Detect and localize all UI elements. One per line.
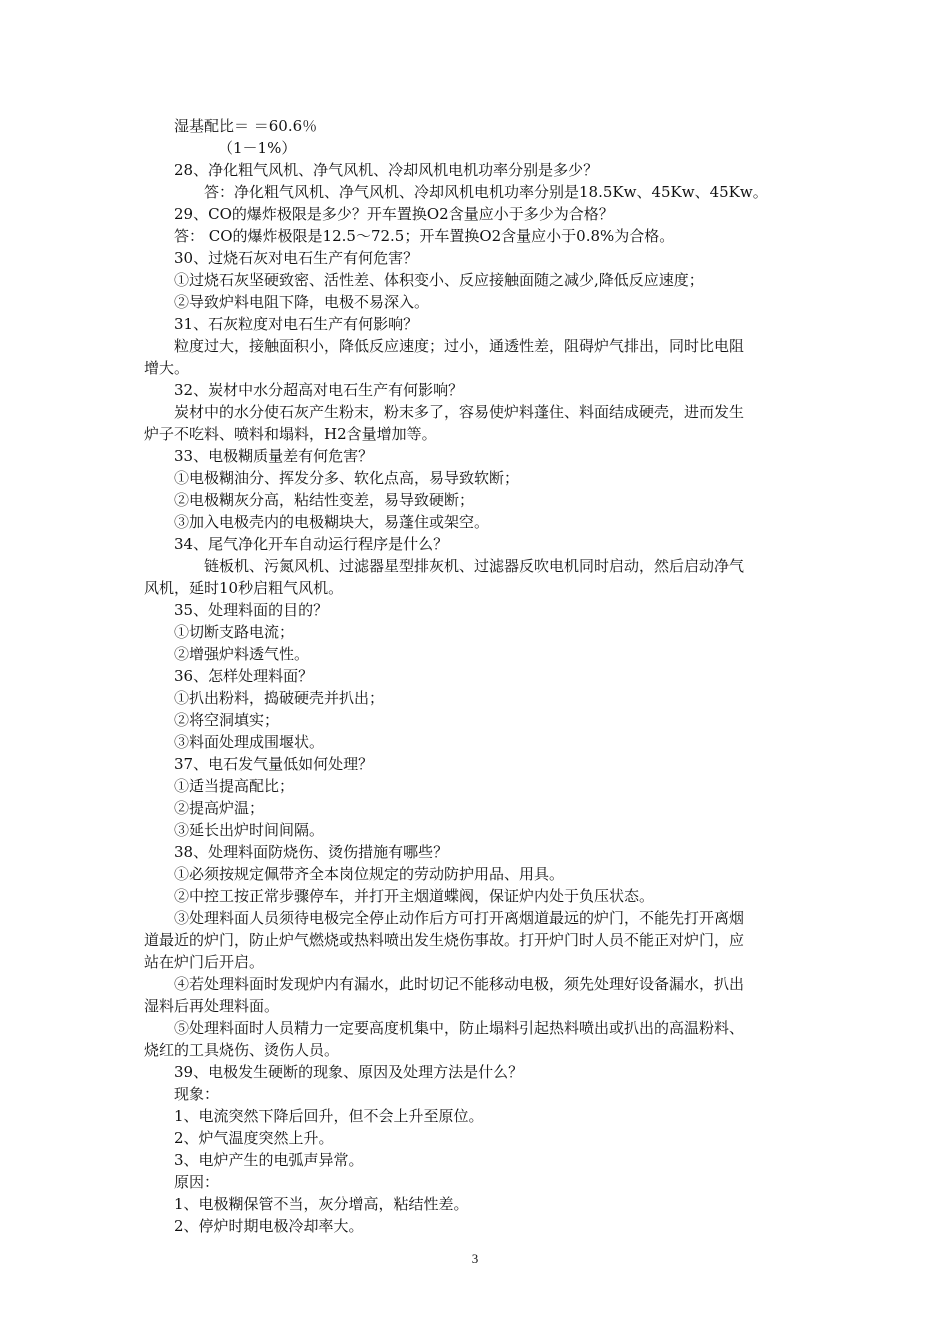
text-line: 3、电炉产生的电弧声异常。	[174, 1151, 364, 1169]
text-line: 风机，延时10秒启粗气风机。	[144, 579, 344, 597]
text-line: ②提高炉温；	[174, 799, 265, 817]
text-line: ①过烧石灰坚硬致密、活性差、体积变小、反应接触面随之减少,降低反应速度；	[174, 271, 704, 289]
text-line: 链板机、污氮风机、过滤器星型排灰机、过滤器反吹电机同时启动，然后启动净气	[204, 557, 745, 575]
text-line: 湿料后再处理料面。	[144, 997, 280, 1015]
text-line: 29、CO的爆炸极限是多少？开车置换O2含量应小于多少为合格？	[174, 205, 614, 223]
text-line: 增大。	[144, 359, 190, 377]
text-line: ②增强炉料透气性。	[174, 645, 310, 663]
text-line: 32、炭材中水分超高对电石生产有何影响？	[174, 381, 464, 399]
text-line: ①必须按规定佩带齐全本岗位规定的劳动防护用品、用具。	[174, 865, 565, 883]
text-line: 炭材中的水分使石灰产生粉末，粉末多了，容易使炉料蓬住、料面结成硬壳，进而发生	[174, 403, 745, 421]
text-line: ②中控工按正常步骤停车，并打开主烟道蝶阀，保证炉内处于负压状态。	[174, 887, 655, 905]
text-line: 1、电极糊保管不当，灰分增高，粘结性差。	[174, 1195, 469, 1213]
text-line: 原因：	[174, 1173, 220, 1191]
text-line: 2、炉气温度突然上升。	[174, 1129, 334, 1147]
text-line: 1、电流突然下降后回升，但不会上升至原位。	[174, 1107, 484, 1125]
text-line: 37、电石发气量低如何处理？	[174, 755, 374, 773]
text-line: 粒度过大，接触面积小，降低反应速度；过小，通透性差，阻碍炉气排出，同时比电阻	[174, 337, 745, 355]
text-line: ①电极糊油分、挥发分多、软化点高，易导致软断；	[174, 469, 520, 487]
text-line: 35、处理料面的目的？	[174, 601, 329, 619]
text-line: 30、过烧石灰对电石生产有何危害？	[174, 249, 419, 267]
page-number: 3	[471, 1251, 479, 1266]
text-line: 2、停炉时期电极冷却率大。	[174, 1217, 364, 1235]
text-line: （1－1%）	[218, 139, 297, 157]
text-line: 答： CO的爆炸极限是12.5～72.5；开车置换O2含量应小于0.8%为合格。	[174, 227, 675, 245]
text-line: ⑤处理料面时人员精力一定要高度机集中，防止塌料引起热料喷出或扒出的高温粉料、	[174, 1019, 745, 1037]
text-line: ①切断支路电流；	[174, 623, 295, 641]
text-line: 烧红的工具烧伤、烫伤人员。	[144, 1041, 340, 1059]
text-line: ③加入电极壳内的电极糊块大，易蓬住或架空。	[174, 513, 490, 531]
text-line: 33、电极糊质量差有何危害？	[174, 447, 374, 465]
text-line: 答：净化粗气风机、净气风机、冷却风机电机功率分别是18.5Kw、45Kw、45Kw。	[204, 183, 768, 201]
text-line: ③料面处理成围堰状。	[174, 733, 325, 751]
text-line: 36、怎样处理料面？	[174, 667, 314, 685]
text-line: 站在炉门后开启。	[144, 953, 265, 971]
text-line: 39、电极发生硬断的现象、原因及处理方法是什么？	[174, 1063, 524, 1081]
text-line: 31、石灰粒度对电石生产有何影响？	[174, 315, 419, 333]
text-line: 34、尾气净化开车自动运行程序是什么？	[174, 535, 449, 553]
text-line: ④若处理料面时发现炉内有漏水，此时切记不能移动电极，须先处理好设备漏水，扒出	[174, 975, 745, 993]
text-line: ②电极糊灰分高，粘结性变差，易导致硬断；	[174, 491, 475, 509]
text-line: ①适当提高配比；	[174, 777, 295, 795]
text-line: ②导致炉料电阻下降，电极不易深入。	[174, 293, 430, 311]
text-line: 28、净化粗气风机、净气风机、冷却风机电机功率分别是多少？	[174, 161, 599, 179]
text-line: 炉子不吃料、喷料和塌料，H2含量增加等。	[144, 425, 437, 443]
text-line: ①扒出粉料，捣破硬壳并扒出；	[174, 689, 385, 707]
text-line: ③延长出炉时间间隔。	[174, 821, 325, 839]
text-line: 道最近的炉门，防止炉气燃烧或热料喷出发生烧伤事故。打开炉门时人员不能正对炉门，应	[144, 931, 745, 949]
text-line: ③处理料面人员须待电极完全停止动作后方可打开离烟道最远的炉门，不能先打开离烟	[174, 909, 745, 927]
text-line: 现象：	[174, 1085, 220, 1103]
text-line: ②将空洞填实；	[174, 711, 280, 729]
text-line: 38、处理料面防烧伤、烫伤措施有哪些？	[174, 843, 449, 861]
text-line: 湿基配比＝ ＝60.6％	[174, 117, 318, 135]
